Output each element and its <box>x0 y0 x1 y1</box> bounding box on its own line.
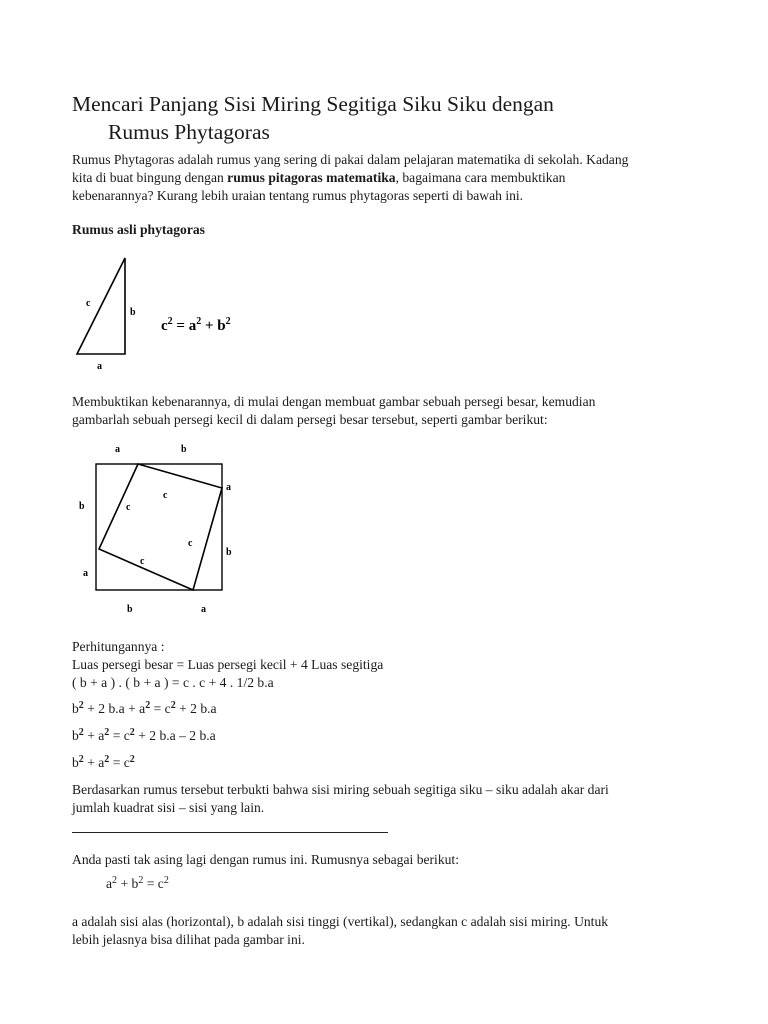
explanation-line-2: lebih jelasnya bisa dilihat pada gambar ini. <box>72 932 305 947</box>
calculation-line-2: ( b + a ) . ( b + a ) = c . c + 4 . 1/2 b.a <box>72 675 274 690</box>
intro-line-3: kebenarannya? Kurang lebih uraian tentang rumus phytagoras seperti di bawah ini. <box>72 188 524 203</box>
calculation-heading: Perhitungannya : <box>72 639 165 654</box>
section-heading: Rumus asli phytagoras <box>72 222 205 237</box>
label-top-b: b <box>181 444 187 455</box>
explanation-line-1: a adalah sisi alas (horizontal), b adalah sisi tinggi (vertikal), sedangkan c adalah sisi miring. Untuk <box>72 914 609 929</box>
label-inner-c-right: c <box>188 538 193 549</box>
second-formula: $a^2 + b^2 = c^2$ <box>106 875 169 891</box>
horizontal-divider <box>72 832 388 833</box>
label-left-b: b <box>79 501 85 512</box>
proof-intro-paragraph <box>72 393 722 429</box>
inner-square <box>99 464 222 590</box>
triangle-label-b: b <box>130 307 136 318</box>
second-part-intro: Anda pasti tak asing lagi dengan rumus ini. Rumusnya sebagai berikut: <box>72 852 459 867</box>
explanation-paragraph <box>72 913 722 949</box>
label-left-a: a <box>83 568 88 579</box>
label-top-a: a <box>115 444 120 455</box>
label-inner-c-left: c <box>126 502 131 513</box>
triangle-figure <box>66 252 266 376</box>
label-inner-c-top: c <box>163 490 168 501</box>
intro-paragraph <box>72 151 722 205</box>
intro-bold-link: rumus pitagoras matematika <box>227 170 396 185</box>
proof-intro-line-2: gambarlah sebuah persegi kecil di dalam persegi besar tersebut, seperti gambar berikut: <box>72 412 548 427</box>
conclusion-paragraph <box>72 781 722 817</box>
label-bottom-b: b <box>127 604 133 615</box>
intro-line-2-rest: , bagaimana cara membuktikan <box>395 170 566 185</box>
equation-5: $b^2 + a^2 = c^2$ <box>72 754 135 770</box>
conclusion-line-2: jumlah kuadrat sisi – sisi yang lain. <box>72 800 265 815</box>
equation-4: $b^2 + a^2 = c^2 + 2$ b.a – 2 b.a <box>72 727 216 743</box>
square-proof-figure <box>70 438 250 618</box>
page-title <box>72 90 732 146</box>
proof-intro-line-1: Membuktikan kebenarannya, di mulai dengan membuat gambar sebuah persegi besar, kemudian <box>72 394 596 409</box>
triangle-label-c: c <box>86 298 91 309</box>
label-right-a: a <box>226 482 231 493</box>
conclusion-line-1: Berdasarkan rumus tersebut terbukti bahwa sisi miring sebuah segitiga siku – siku adalah akar dari <box>72 782 609 797</box>
title-line-2: Rumus Phytagoras <box>108 120 270 144</box>
pythagoras-formula: $c^2 = a^2 + b^2$ <box>161 316 231 334</box>
label-bottom-a: a <box>201 604 206 615</box>
right-triangle <box>77 258 125 354</box>
label-right-b: b <box>226 547 232 558</box>
intro-line-1: Rumus Phytagoras adalah rumus yang sering di pakai dalam pelajaran matematika di sekolah. Kadang <box>72 152 629 167</box>
calculation-block <box>72 638 722 692</box>
title-line-1: Mencari Panjang Sisi Miring Segitiga Siku Siku dengan <box>72 92 554 116</box>
intro-line-2-text: kita di buat bingung dengan <box>72 170 228 185</box>
label-inner-c-bottom: c <box>140 556 145 567</box>
intro-line-2 <box>72 169 722 187</box>
equation-3: $b^2 + 2$ $b.a + a^2 = c^2 + 2$ b.a <box>72 700 217 716</box>
triangle-label-a: a <box>97 361 102 372</box>
calculation-line-1: Luas persegi besar = Luas persegi kecil + 4 Luas segitiga <box>72 657 384 672</box>
